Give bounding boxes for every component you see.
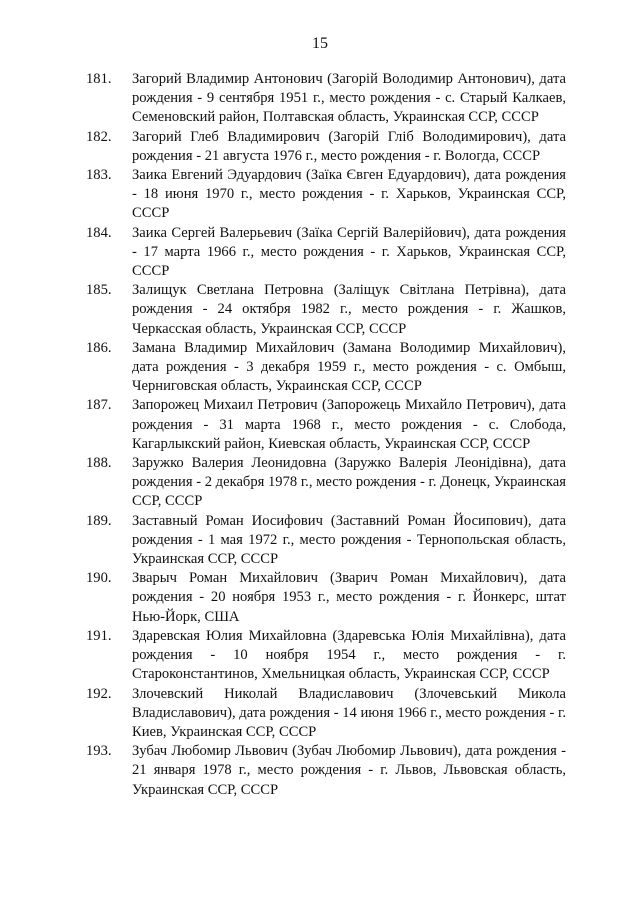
entry-list xyxy=(86,70,566,800)
entry-text: Злочевский Николай Владиславович (Злочевський Микола Владиславович), дата рождения - 14 июня 1966 г., место рождения - г. Киев, Украинская ССР, СССР xyxy=(132,685,566,740)
list-item xyxy=(86,166,566,224)
entry-number: 183. xyxy=(86,167,112,184)
entry-text: Зварыч Роман Михайлович (Зварич Роман Михайлович), дата рождения - 20 ноября 1953 г., место рождения - г. Йонкерс, штат Нью-Йорк, США xyxy=(132,570,566,625)
entry-text: Запорожец Михаил Петрович (Запорожець Михайло Петрович), дата рождения - 31 марта 1968 г., место рождения - с. Слобода, Кагарлыкский район, Киевская область, Украинская ССР, СССР xyxy=(132,397,566,452)
entry-text: Заставный Роман Иосифович (Заставний Роман Йосипович), дата рождения - 1 мая 1972 г., место рождения - Тернопольская область, Украинская ССР, СССР xyxy=(132,512,566,568)
entry-text: Залищук Светлана Петровна (Заліщук Світлана Петрівна), дата рождения - 24 октября 1982 г., место рождения - г. Жашков, Черкасская область, Украинская ССР, СССР xyxy=(132,282,566,337)
entry-text: Зубач Любомир Львович (Зубач Любомир Львович), дата рождения - 21 января 1978 г., место рождения - г. Львов, Львовская область, Украинская ССР, СССР xyxy=(132,743,566,798)
entry-number: 191. xyxy=(86,627,112,644)
entry-text: Загорий Владимир Антонович (Загорій Володимир Антонович), дата рождения - 9 сентября 1951 г., место рождения - с. Старый Калкаев, Семеновский район, Полтавская область, Украинская ССР, СССР xyxy=(132,71,566,126)
list-item xyxy=(86,454,566,512)
entry-text: Заика Сергей Валерьевич (Заїка Сергій Валерійович), дата рождения - 17 марта 1966 г., место рождения - г. Харьков, Украинская ССР, СССР xyxy=(132,224,566,280)
list-item xyxy=(86,224,566,282)
entry-number: 184. xyxy=(86,224,112,241)
list-item xyxy=(86,339,566,397)
entry-text: Заружко Валерия Леонидовна (Заружко Валерія Леонідівна), дата рождения - 2 декабря 1978 г., место рождения - г. Донецк, Украинская ССР, СССР xyxy=(132,455,566,510)
entry-number: 193. xyxy=(86,743,112,760)
list-item xyxy=(86,70,566,128)
entry-number: 182. xyxy=(86,128,112,145)
entry-number: 190. xyxy=(86,570,112,587)
entry-number: 187. xyxy=(86,397,112,414)
entry-number: 192. xyxy=(86,685,112,702)
list-item xyxy=(86,396,566,454)
entry-text: Загорий Глеб Владимирович (Загорій Гліб Володимирович), дата рождения - 21 августа 1976 г., место рождения - г. Вологда, СССР xyxy=(132,128,566,164)
list-item xyxy=(86,569,566,627)
page-number: 15 xyxy=(312,35,328,52)
list-item xyxy=(86,627,566,685)
list-item xyxy=(86,128,566,166)
list-item xyxy=(86,512,566,570)
list-item xyxy=(86,281,566,339)
entry-number: 181. xyxy=(86,71,112,87)
entry-number: 186. xyxy=(86,339,112,356)
entry-text: Заика Евгений Эдуардович (Заїка Євген Едуардович), дата рождения - 18 июня 1970 г., место рождения - г. Харьков, Украинская ССР, СССР xyxy=(132,167,566,222)
entry-text: Замана Владимир Михайлович (Замана Володимир Михайлович), дата рождения - 3 декабря 1959 г., место рождения - с. Омбыш, Черниговская область, Украинская ССР, СССР xyxy=(132,339,566,395)
entry-number: 189. xyxy=(86,512,112,529)
list-item xyxy=(86,742,566,800)
entry-text: Здаревская Юлия Михайловна (Здаревська Юлія Михайлівна), дата рождения - 10 ноября 1954 г., место рождения - г. Староконстантинов, Хмельницкая область, Украинская ССР, СССР xyxy=(132,627,566,683)
entry-number: 188. xyxy=(86,455,112,472)
list-item xyxy=(86,685,566,743)
entry-number: 185. xyxy=(86,282,112,299)
